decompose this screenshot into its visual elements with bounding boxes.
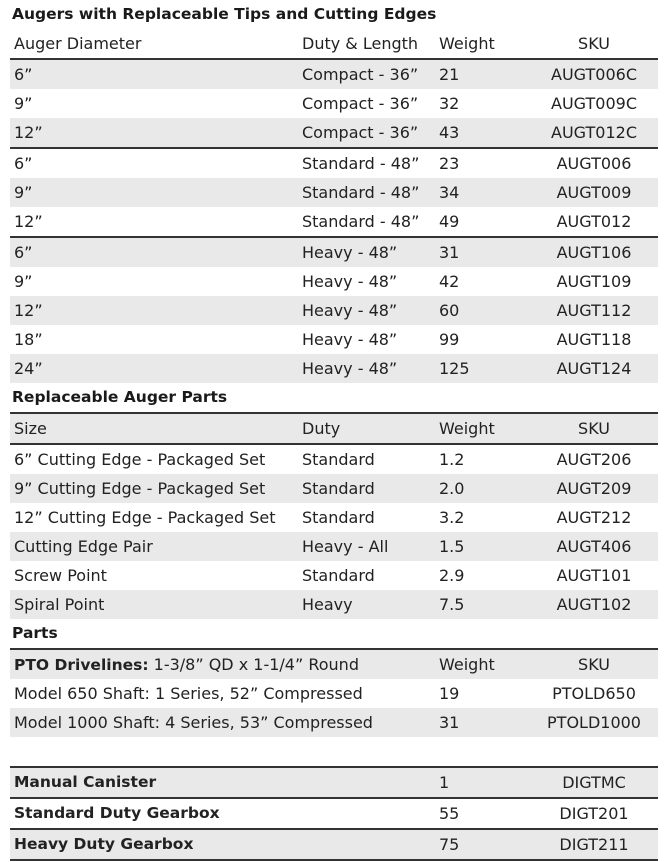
table-row bbox=[10, 58, 658, 89]
weight-cell: 2.9 bbox=[439, 566, 465, 585]
sku-cell: AUGT006C bbox=[551, 65, 637, 84]
sku-cell: PTOLD1000 bbox=[547, 713, 641, 732]
table-row bbox=[10, 443, 658, 474]
augers-section-title: Augers with Replaceable Tips and Cutting Edges bbox=[12, 5, 437, 23]
header-duty-length: Duty & Length bbox=[302, 34, 419, 53]
weight-cell: 21 bbox=[439, 65, 460, 84]
table-row bbox=[10, 532, 658, 561]
item-name-cell: Standard Duty Gearbox bbox=[14, 804, 220, 822]
sku-cell: AUGT012 bbox=[556, 212, 632, 231]
header-size: Size bbox=[14, 419, 47, 438]
duty-length-cell: Compact - 36” bbox=[302, 123, 419, 142]
table-row bbox=[10, 325, 658, 354]
sku-cell: AUGT109 bbox=[556, 272, 632, 291]
auger-parts-header-row bbox=[10, 412, 658, 443]
auger-diameter-cell: 12” bbox=[14, 212, 43, 231]
table-row bbox=[10, 561, 658, 590]
table-row bbox=[10, 207, 658, 236]
duty-length-cell: Standard - 48” bbox=[302, 183, 420, 202]
weight-cell: 42 bbox=[439, 272, 460, 291]
weight-cell: 43 bbox=[439, 123, 460, 142]
auger-diameter-cell: 18” bbox=[14, 330, 43, 349]
duty-length-cell: Compact - 36” bbox=[302, 94, 419, 113]
header-sku: SKU bbox=[578, 655, 610, 674]
weight-cell: 49 bbox=[439, 212, 460, 231]
duty-length-cell: Heavy - 48” bbox=[302, 330, 398, 349]
size-cell: Screw Point bbox=[14, 566, 107, 585]
sku-cell: AUGT124 bbox=[556, 359, 632, 378]
pto-header-label bbox=[14, 650, 359, 680]
auger-parts-section-title: Replaceable Auger Parts bbox=[12, 388, 228, 406]
sku-cell: AUGT406 bbox=[556, 537, 632, 556]
shaft-description-cell: Model 1000 Shaft: 4 Series, 53” Compressed bbox=[14, 713, 373, 732]
duty-cell: Heavy - All bbox=[302, 537, 389, 556]
table-row bbox=[10, 178, 658, 207]
header-sku: SKU bbox=[578, 419, 610, 438]
pto-header-row bbox=[10, 648, 658, 679]
header-duty: Duty bbox=[302, 419, 341, 438]
weight-cell: 125 bbox=[439, 359, 470, 378]
sku-cell: AUGT009C bbox=[551, 94, 637, 113]
size-cell: 6” Cutting Edge - Packaged Set bbox=[14, 450, 266, 469]
duty-cell: Standard bbox=[302, 508, 375, 527]
weight-cell: 2.0 bbox=[439, 479, 465, 498]
header-sku: SKU bbox=[578, 34, 610, 53]
header-weight: Weight bbox=[439, 419, 495, 438]
sku-cell: AUGT118 bbox=[556, 330, 632, 349]
weight-cell: 7.5 bbox=[439, 595, 465, 614]
table-row bbox=[10, 797, 658, 828]
auger-diameter-cell: 12” bbox=[14, 301, 43, 320]
weight-cell: 3.2 bbox=[439, 508, 465, 527]
section-spacer bbox=[10, 737, 658, 766]
price-sheet bbox=[10, 0, 658, 861]
weight-cell: 75 bbox=[439, 835, 460, 854]
header-auger-diameter: Auger Diameter bbox=[14, 34, 142, 53]
weight-cell: 32 bbox=[439, 94, 460, 113]
table-row bbox=[10, 828, 658, 861]
duty-length-cell: Heavy - 48” bbox=[302, 272, 398, 291]
sku-cell: AUGT106 bbox=[556, 243, 632, 262]
auger-diameter-cell: 12” bbox=[14, 123, 43, 142]
weight-cell: 31 bbox=[439, 713, 460, 732]
weight-cell: 23 bbox=[439, 154, 460, 173]
augers-header-row bbox=[10, 29, 658, 58]
duty-cell: Standard bbox=[302, 566, 375, 585]
auger-diameter-cell: 6” bbox=[14, 65, 33, 84]
auger-diameter-cell: 9” bbox=[14, 94, 33, 113]
duty-length-cell: Heavy - 48” bbox=[302, 301, 398, 320]
weight-cell: 99 bbox=[439, 330, 460, 349]
weight-cell: 60 bbox=[439, 301, 460, 320]
sku-cell: AUGT209 bbox=[556, 479, 632, 498]
sku-cell: DIGT211 bbox=[559, 835, 629, 854]
size-cell: 9” Cutting Edge - Packaged Set bbox=[14, 479, 266, 498]
table-row bbox=[10, 474, 658, 503]
weight-cell: 31 bbox=[439, 243, 460, 262]
sku-cell: DIGT201 bbox=[559, 804, 629, 823]
weight-cell: 34 bbox=[439, 183, 460, 202]
size-cell: Cutting Edge Pair bbox=[14, 537, 153, 556]
duty-length-cell: Standard - 48” bbox=[302, 154, 420, 173]
auger-diameter-cell: 9” bbox=[14, 272, 33, 291]
table-row bbox=[10, 766, 658, 797]
duty-cell: Standard bbox=[302, 450, 375, 469]
item-name-cell: Manual Canister bbox=[14, 773, 157, 791]
shaft-description-cell: Model 650 Shaft: 1 Series, 52” Compressed bbox=[14, 684, 363, 703]
pto-header-rest: 1-3/8” QD x 1-1/4” Round bbox=[148, 655, 359, 674]
table-row bbox=[10, 89, 658, 118]
table-row bbox=[10, 147, 658, 178]
weight-cell: 19 bbox=[439, 684, 460, 703]
weight-cell: 1.5 bbox=[439, 537, 465, 556]
sku-cell: AUGT212 bbox=[556, 508, 632, 527]
sku-cell: AUGT012C bbox=[551, 123, 637, 142]
size-cell: 12” Cutting Edge - Packaged Set bbox=[14, 508, 276, 527]
sku-cell: PTOLD650 bbox=[552, 684, 636, 703]
sku-cell: DIGTMC bbox=[562, 773, 626, 792]
table-row bbox=[10, 503, 658, 532]
duty-length-cell: Standard - 48” bbox=[302, 212, 420, 231]
sku-cell: AUGT206 bbox=[556, 450, 632, 469]
sku-cell: AUGT112 bbox=[556, 301, 632, 320]
sku-cell: AUGT009 bbox=[556, 183, 632, 202]
duty-cell: Standard bbox=[302, 479, 375, 498]
sku-cell: AUGT102 bbox=[556, 595, 632, 614]
header-weight: Weight bbox=[439, 34, 495, 53]
weight-cell: 1.2 bbox=[439, 450, 465, 469]
auger-diameter-cell: 6” bbox=[14, 243, 33, 262]
table-row bbox=[10, 590, 658, 619]
sku-cell: AUGT101 bbox=[556, 566, 632, 585]
auger-diameter-cell: 24” bbox=[14, 359, 43, 378]
duty-length-cell: Heavy - 48” bbox=[302, 359, 398, 378]
table-row bbox=[10, 118, 658, 147]
auger-diameter-cell: 9” bbox=[14, 183, 33, 202]
duty-cell: Heavy bbox=[302, 595, 353, 614]
table-row bbox=[10, 296, 658, 325]
weight-cell: 1 bbox=[439, 773, 450, 792]
pto-header-bold: PTO Drivelines: bbox=[14, 656, 149, 674]
weight-cell: 55 bbox=[439, 804, 460, 823]
auger-diameter-cell: 6” bbox=[14, 154, 33, 173]
table-row bbox=[10, 236, 658, 267]
header-weight: Weight bbox=[439, 655, 495, 674]
item-name-cell: Heavy Duty Gearbox bbox=[14, 835, 194, 853]
table-row bbox=[10, 708, 658, 737]
table-row bbox=[10, 679, 658, 708]
parts-section-title: Parts bbox=[12, 624, 58, 642]
duty-length-cell: Compact - 36” bbox=[302, 65, 419, 84]
size-cell: Spiral Point bbox=[14, 595, 105, 614]
sku-cell: AUGT006 bbox=[556, 154, 632, 173]
table-row bbox=[10, 267, 658, 296]
table-row bbox=[10, 354, 658, 383]
duty-length-cell: Heavy - 48” bbox=[302, 243, 398, 262]
